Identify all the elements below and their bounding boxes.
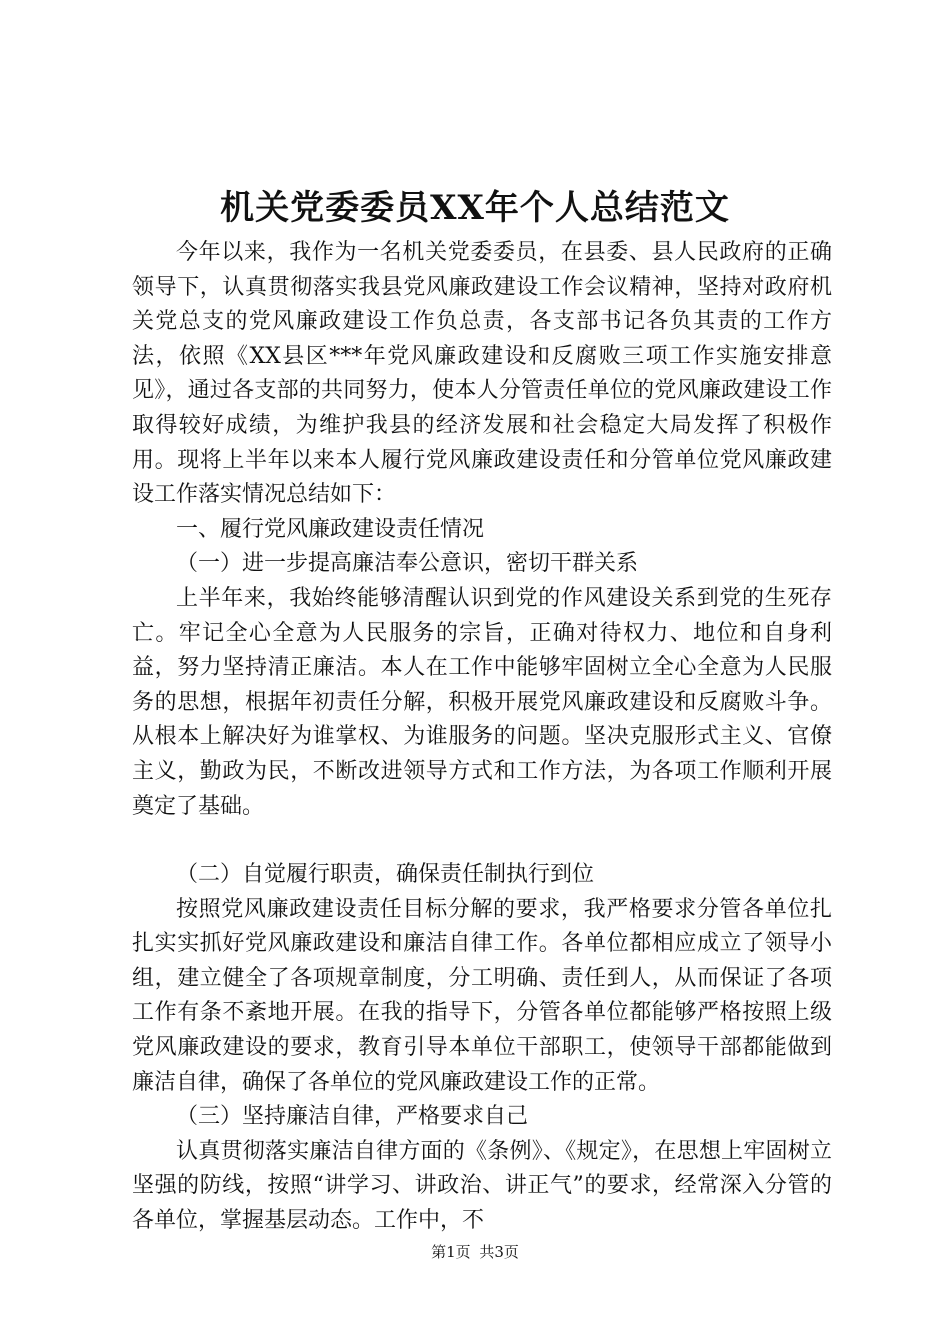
document-title: 机关党委委员XX年个人总结范文 xyxy=(220,188,730,228)
page-footer xyxy=(0,1242,950,1262)
subsection-2-paragraph: 按照党风廉政建设责任目标分解的要求，我严格要求分管各单位扎扎实实抓好党风廉政建设和廉洁自律工作。各单位都相应成立了领导小组，建立健全了各项规章制度，分工明确、责任到人，从而保证了各项工作有条不紊地开展。在我的指导下，分管各单位都能够严格按照上级党风廉政建设的要求，教育引导本单位干部职工，使领导干部都能做到廉洁自律，确保了各单位的党风廉政建设工作的正常。 xyxy=(132,896,832,1095)
subsection-heading-1: （一）进一步提高廉洁奉公意识，密切干群关系 xyxy=(176,551,639,577)
blank-line xyxy=(132,824,832,858)
subsection-heading-3: （三）坚持廉洁自律，严格要求自己 xyxy=(176,1104,529,1130)
page-total: 共3页 xyxy=(479,1243,519,1261)
subsection-3-paragraph: 认真贯彻落实廉洁自律方面的《条例》、《规定》，在思想上牢固树立坚强的防线，按照“讲学习、讲政治、讲正气”的要求，经常深入分管的各单位，掌握基层动态。工作中，不 xyxy=(132,1138,832,1234)
section-heading-1: 一、履行党风廉政建设责任情况 xyxy=(176,516,485,542)
document-body xyxy=(132,236,832,1239)
page-number: 第1页 xyxy=(431,1243,471,1261)
subsection-1-paragraph: 上半年来，我始终能够清醒认识到党的作风建设关系到党的生死存亡。牢记全心全意为人民服务的宗旨，正确对待权力、地位和自身利益，努力坚持清正廉洁。本人在工作中能够牢固树立全心全意为人民服务的思想，根据年初责任分解，积极开展党风廉政建设和反腐败斗争。从根本上解决好为谁掌权、为谁服务的问题。坚决克服形式主义、官僚主义，勤政为民，不断改进领导方式和工作方法，为各项工作顺利开展奠定了基础。 xyxy=(132,585,832,819)
intro-paragraph: 今年以来，我作为一名机关党委委员，在县委、县人民政府的正确领导下，认真贯彻落实我县党风廉政建设工作会议精神，坚持对政府机关党总支的党风廉政建设工作负总责，各支部书记各负其责的工作方法，依照《XX县区***年党风廉政建设和反腐败三项工作实施安排意见》，通过各支部的共同努力，使本人分管责任单位的党风廉政建设工作取得较好成绩，为维护我县的经济发展和社会稳定大局发挥了积极作用。现将上半年以来本人履行党风廉政建设责任和分管单位党风廉政建设工作落实情况总结如下： xyxy=(132,240,832,508)
subsection-heading-2: （二）自觉履行职责，确保责任制执行到位 xyxy=(176,862,595,888)
